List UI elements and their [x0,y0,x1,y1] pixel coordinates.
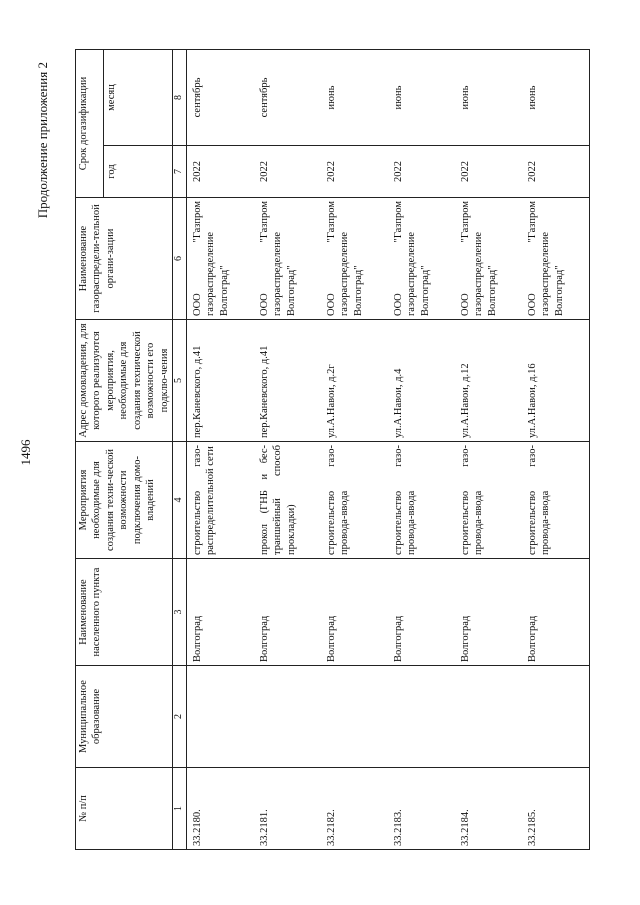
month-cell: сентябрь [254,49,321,145]
table-header [76,49,187,849]
appendix-continuation-label: Продолжение приложения 2 [35,62,50,219]
month-cell: июнь [455,49,522,145]
row-number-cell: 33.2181. [254,768,321,850]
row-number-cell: 33.2180. [186,768,254,850]
header-municipality: Муниципальное образование [76,666,173,768]
organization-cell: ООО "Газпром газораспределение Волгоград" [388,198,455,320]
row-number-cell: 33.2185. [522,768,590,850]
header-organization: Наименование газораспредели-тельной органи-зации [76,198,173,320]
row-number-cell: 33.2183. [388,768,455,850]
year-cell: 2022 [321,146,388,198]
table-row [186,49,254,849]
measures-cell: строительство газо-распределительной сети [186,442,254,559]
measures-cell: строительство газо-провода-ввода [321,442,388,559]
table-row [321,49,388,849]
column-index-1: 1 [173,768,187,850]
settlement-cell: Волгоград [388,559,455,666]
table-row [455,49,522,849]
organization-cell: ООО "Газпром газораспределение Волгоград" [254,198,321,320]
header-deadline: Срок догазификации [76,49,104,197]
measures-cell: строительство газо-провода-ввода [388,442,455,559]
month-cell: июнь [522,49,590,145]
column-index-4: 4 [173,442,187,559]
settlement-cell: Волгоград [321,559,388,666]
measures-cell: строительство газо-провода-ввода [522,442,590,559]
measures-cell: прокол (ГНБ и бес-траншейный способ прокладки) [254,442,321,559]
gasification-table [75,49,590,850]
month-cell: июнь [388,49,455,145]
year-cell: 2022 [186,146,254,198]
row-number-cell: 33.2182. [321,768,388,850]
settlement-cell: Волгоград [455,559,522,666]
organization-cell: ООО "Газпром газораспределение Волгоград" [455,198,522,320]
measures-cell: строительство газо-провода-ввода [455,442,522,559]
year-cell: 2022 [254,146,321,198]
column-index-5: 5 [173,320,187,442]
header-address: Адрес домовладения, для которого реализуются мероприятия, необходимые для создания технической возможности его подклю-чения [76,320,173,442]
column-index-8: 8 [173,49,187,145]
header-measures: Мероприятия необходимые для создания техни-ческой возможности подключения домо-владений [76,442,173,559]
address-cell: пер.Каневского, д.41 [254,320,321,442]
settlement-cell: Волгоград [186,559,254,666]
year-cell: 2022 [455,146,522,198]
header-year: год [103,146,173,198]
year-cell: 2022 [522,146,590,198]
header-month: месяц [103,49,173,145]
organization-cell: ООО "Газпром газораспределение Волгоград" [522,198,590,320]
table-row [254,49,321,849]
municipality-cell [186,666,254,768]
address-cell: ул.А.Навои, д.4 [388,320,455,442]
header-settlement: Наименование населенного пункта [76,559,173,666]
municipality-cell [321,666,388,768]
column-index-6: 6 [173,198,187,320]
year-cell: 2022 [388,146,455,198]
address-cell: ул.А.Навои, д.16 [522,320,590,442]
municipality-cell [455,666,522,768]
column-index-2: 2 [173,666,187,768]
page-number: 1496 [18,439,33,466]
municipality-cell [388,666,455,768]
municipality-cell [254,666,321,768]
address-cell: ул.А.Навои, д.2г [321,320,388,442]
organization-cell: ООО "Газпром газораспределение Волгоград" [321,198,388,320]
address-cell: ул.А.Навои, д.12 [455,320,522,442]
municipality-cell [522,666,590,768]
table-row [388,49,455,849]
table-row [522,49,590,849]
settlement-cell: Волгоград [522,559,590,666]
header-number: № п/п [76,768,173,850]
row-number-cell: 33.2184. [455,768,522,850]
column-index-row [173,49,187,849]
column-index-3: 3 [173,559,187,666]
address-cell: пер.Каневского, д.41 [186,320,254,442]
settlement-cell: Волгоград [254,559,321,666]
organization-cell: ООО "Газпром газораспределение Волгоград" [186,198,254,320]
month-cell: июнь [321,49,388,145]
table-body [186,49,589,849]
month-cell: сентябрь [186,49,254,145]
column-index-7: 7 [173,146,187,198]
